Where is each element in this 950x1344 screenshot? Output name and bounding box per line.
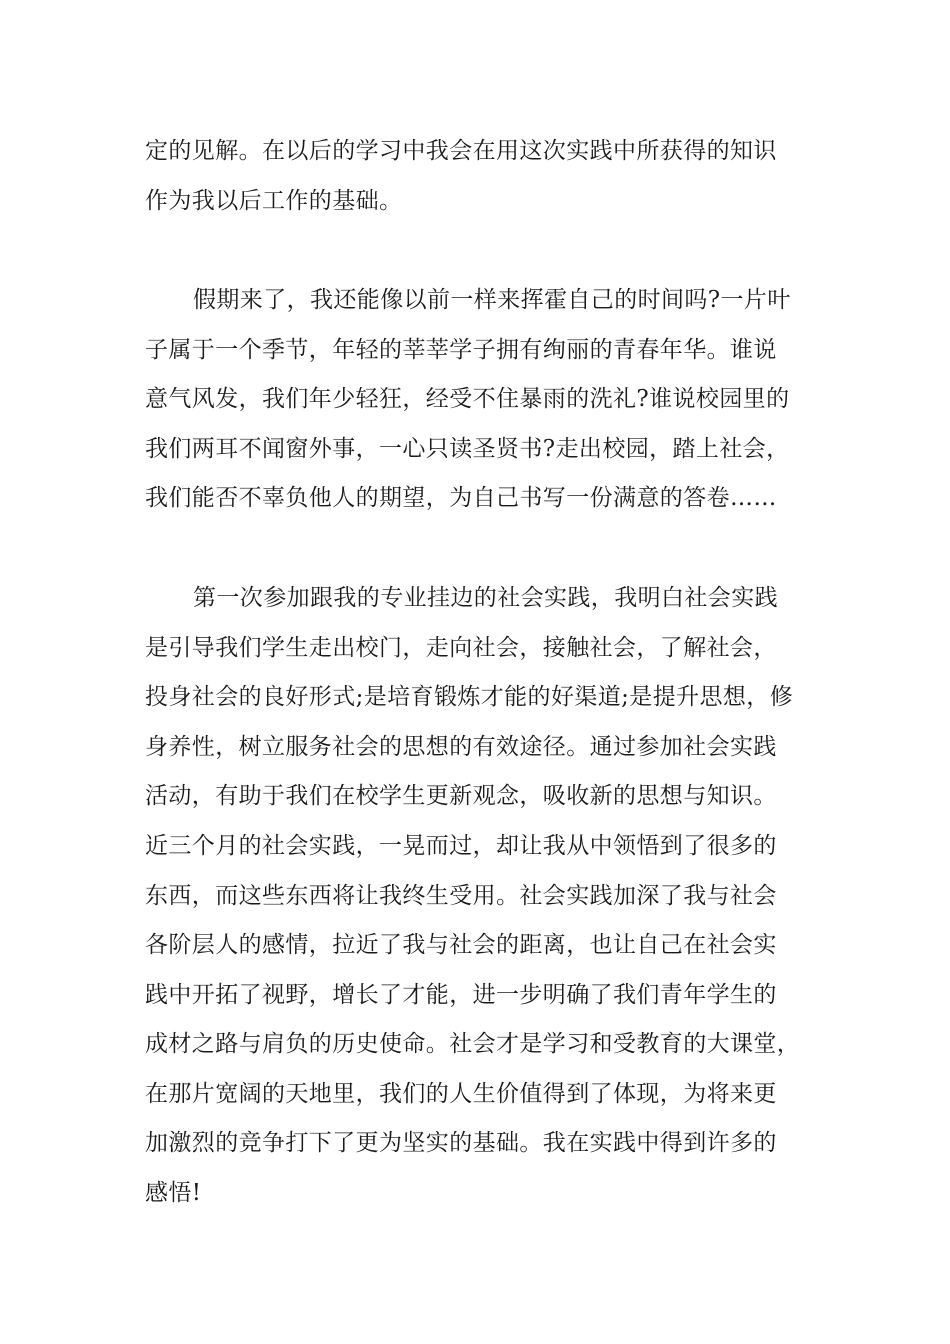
paragraph-line: 感悟! [145,1180,202,1206]
paragraph-line: 投身社会的良好形式;是培育锻炼才能的好渠道;是提升思想，修 [145,684,794,710]
paragraph-line: 加激烈的竞争打下了更为坚实的基础。我在实践中得到许多的 [145,1130,777,1156]
paragraph-line: 践中开拓了视野，增长了才能，进一步明确了我们青年学生的 [145,982,777,1008]
paragraph-line: 在那片宽阔的天地里，我们的人生价值得到了体现，为将来更 [145,1081,777,1107]
paragraph-line: 作为我以后工作的基础。 [145,188,403,214]
paragraph-line: 我们两耳不闻窗外事，一心只读圣贤书?走出校园，踏上社会， [145,436,790,462]
paragraph-line: 第一次参加跟我的专业挂边的社会实践，我明白社会实践 [193,585,778,611]
paragraph-line: 我们能否不辜负他人的期望，为自己书写一份满意的答卷…… [145,485,777,511]
paragraph-line: 子属于一个季节，年轻的莘莘学子拥有绚丽的青春年华。谁说 [145,337,777,363]
paragraph-line: 各阶层人的感情，拉近了我与社会的距离，也让自己在社会实 [145,932,777,958]
paragraph-line: 假期来了，我还能像以前一样来挥霍自己的时间吗?一片叶 [193,287,791,313]
paragraph-line: 是引导我们学生走出校门，走向社会，接触社会，了解社会， [145,635,777,661]
paragraph-line: 东西，而这些东西将让我终生受用。社会实践加深了我与社会 [145,883,777,909]
paragraph-line: 定的见解。在以后的学习中我会在用这次实践中所获得的知识 [145,138,777,164]
paragraph-line: 身养性，树立服务社会的思想的有效途径。通过参加社会实践 [145,734,777,760]
paragraph-line: 意气风发，我们年少轻狂，经受不住暴雨的洗礼?谁说校园里的 [145,386,790,412]
paragraph-line: 近三个月的社会实践，一晃而过，却让我从中领悟到了很多的 [145,833,777,859]
paragraph-line: 活动，有助于我们在校学生更新观念，吸收新的思想与知识。 [145,783,777,809]
paragraph-line: 成材之路与肩负的历史使命。社会才是学习和受教育的大课堂， [145,1031,801,1057]
